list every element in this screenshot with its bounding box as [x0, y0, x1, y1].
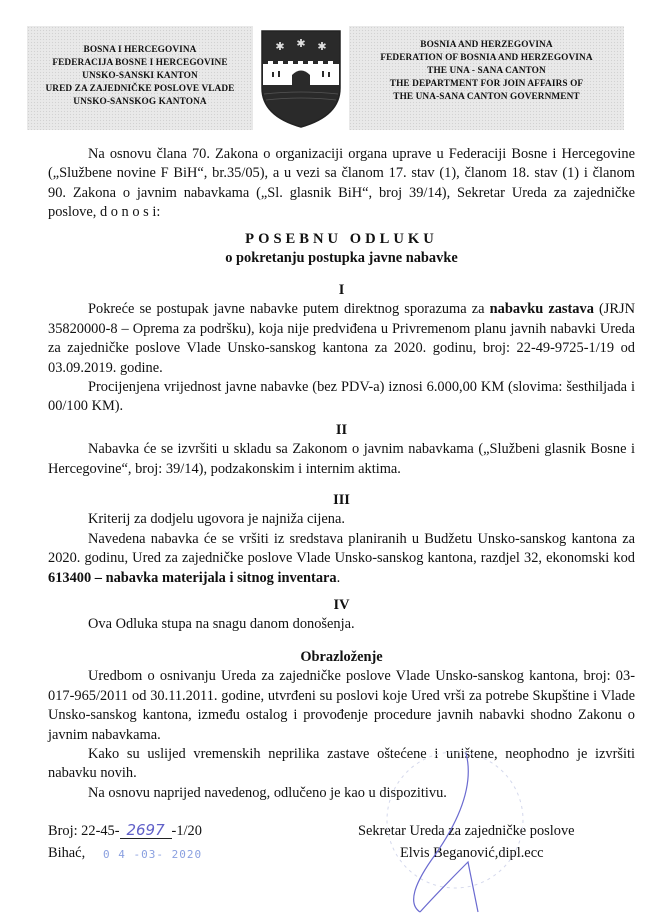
reference-prefix: Broj: 22-45-	[48, 823, 120, 839]
coat-of-arms-icon	[258, 28, 344, 129]
letterhead-line: THE UNA - SANA CANTON	[427, 66, 546, 76]
text-run: .	[336, 569, 341, 586]
section-paragraph: Nabavka će se izvršiti u skladu sa Zakonom o javnim nabavkama („Službeni glasnik Bosne i Hercegovine“, broj: 39/14), podzakonskim i internim aktima.	[48, 441, 635, 477]
reference-number	[48, 820, 202, 842]
section-paragraph: Ova Odluka stupa na snagu danom donošenja.	[88, 616, 355, 633]
letterhead-line: FEDERATION OF BOSNIA AND HERZEGOVINA	[380, 53, 593, 63]
letterhead-line: URED ZA ZAJEDNIČKE POSLOVE VLADE	[45, 84, 235, 94]
decision-title-block	[48, 230, 635, 269]
date-stamp: 0 4 -03- 2020	[103, 848, 203, 861]
reasoning-heading: Obrazloženje	[300, 649, 383, 665]
signatory-title: Sekretar Ureda za zajedničke poslove	[358, 823, 575, 839]
letterhead-line: BOSNA I HERCEGOVINA	[83, 45, 197, 55]
preamble-text: Na osnovu člana 70. Zakona o organizaciji organa uprave u Federaciji Bosne i Hercegovine („Službene novine F BiH“, br.35/05), a u vezi sa članom 17. stav (1), članom 18. stav (1) i članom 90. Zakona o javnim nabavkama („Sl. glasnik BiH“, broj 39/14), Sekretar Ureda za zajedničke poslove, d o n o s i:	[48, 146, 635, 221]
letterhead-line: BOSNIA AND HERZEGOVINA	[420, 40, 553, 50]
section-paragraph	[48, 530, 635, 588]
reasoning-paragraph: Kako su uslijed vremenskih neprilika zastave oštećene i uništene, neophodno je izvršiti nabavku novih.	[48, 746, 635, 782]
section-heading: I	[338, 282, 345, 298]
handwritten-number: 2697	[120, 822, 172, 839]
section-paragraph: Procijenjena vrijednost javne nabavke (bez PDV-a) iznosi 6.000,00 KM (slovima: šesthiljada i 00/100 KM).	[48, 379, 635, 415]
preamble	[48, 145, 635, 223]
decision-title: POSEBNU ODLUKU	[245, 231, 438, 247]
letterhead-line: FEDERACIJA BOSNE I HERCEGOVINE	[52, 58, 228, 68]
place: Bihać,	[48, 845, 86, 861]
text-run: Navedena nabavka će se vršiti iz sredstava planiranih u Budžetu Unsko-sanskog kantona za 2020. godinu, Ured za zajedničke poslove Vlade Unsko-sanskog kantona, razdjel 32, ekonomski kod	[48, 530, 635, 567]
signature-block	[358, 820, 575, 864]
text-run-bold: nabavku zastava	[489, 301, 594, 318]
letterhead-line: UNSKO-SANSKOG KANTONA	[73, 97, 207, 107]
section-3	[48, 491, 635, 588]
letterhead-line: THE UNA-SANA CANTON GOVERNMENT	[393, 92, 580, 102]
letterhead-english	[349, 26, 624, 130]
section-paragraph	[48, 300, 635, 378]
letterhead	[27, 26, 637, 130]
text-run: (JRJN 35820000-8 – Oprema za podršku), koja nije predviđena u Privremenom planu javnih nabavki Ureda za zajedničke poslove Vlade Unsko-sanskog kantona za 2020. godinu, broj: 22-49-9725-1/19 od 03.09.2019. godine.	[48, 301, 635, 376]
section-2	[48, 421, 635, 479]
text-run: Pokreće se postupak javne nabavke putem direktnog sporazuma za	[88, 301, 490, 318]
section-heading: III	[333, 492, 350, 508]
reasoning-paragraph: Na osnovu naprijed navedenog, odlučeno je kao u dispozitivu.	[88, 784, 447, 801]
svg-text:✱: ✱	[275, 40, 285, 53]
svg-text:✱: ✱	[317, 40, 327, 53]
decision-subtitle: o pokretanju postupka javne nabavke	[225, 250, 458, 267]
section-4	[48, 596, 635, 635]
section-heading: IV	[333, 597, 350, 613]
reference-suffix: -1/20	[171, 823, 202, 839]
svg-text:✱: ✱	[296, 37, 306, 50]
section-paragraph: Kriterij za dodjelu ugovora je najniža cijena.	[88, 511, 345, 528]
section-heading: II	[335, 422, 348, 438]
section-1	[48, 281, 635, 417]
signatory-name: Elvis Beganović,dipl.ecc	[400, 845, 544, 861]
reasoning-paragraph: Uredbom o osnivanju Ureda za zajedničke poslove Vlade Unsko-sanskog kantona, broj: 03-017-965/2011 od 30.11.2011. godine, utvrđeni su poslovi koje Ured vrši za potrebe Skupštine i Vlade Unsko-sanskog kantona, između ostalog i provođenje procedure javnih nabavki shodno Zakonu o javnim nabavkama.	[48, 668, 635, 743]
reasoning-section	[48, 648, 635, 803]
letterhead-line: THE DEPARTMENT FOR JOIN AFFAIRS OF	[389, 79, 584, 89]
letterhead-line: UNSKO-SANSKI KANTON	[82, 71, 198, 81]
letterhead-local	[27, 26, 253, 130]
text-run-bold: 613400 – nabavka materijala i sitnog inventara	[48, 569, 337, 586]
